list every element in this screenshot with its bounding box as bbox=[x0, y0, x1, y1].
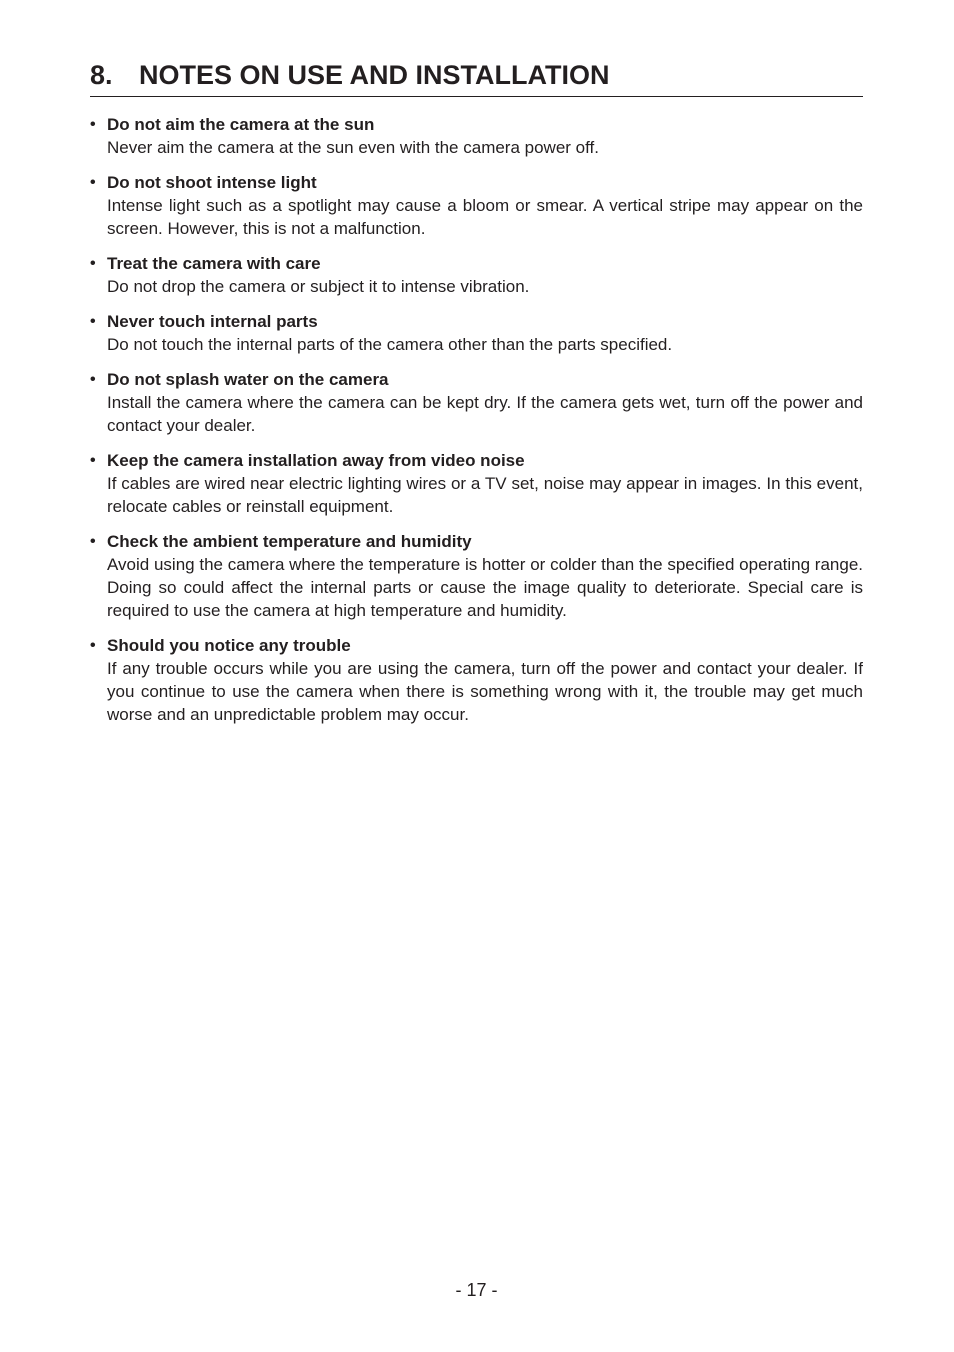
bullet-icon: • bbox=[90, 313, 96, 330]
note-title: Keep the camera installation away from video noise bbox=[107, 451, 525, 470]
list-item bbox=[90, 310, 863, 356]
note-title: Never touch internal parts bbox=[107, 312, 318, 331]
bullet-icon: • bbox=[90, 255, 96, 272]
section-heading bbox=[90, 58, 863, 97]
list-item bbox=[90, 171, 863, 240]
document-page bbox=[90, 0, 863, 1352]
note-body: Never aim the camera at the sun even with the camera power off. bbox=[107, 138, 599, 157]
bullet-icon: • bbox=[90, 174, 96, 191]
list-item bbox=[90, 634, 863, 726]
page-number: - 17 - bbox=[455, 1280, 498, 1300]
note-body: If cables are wired near electric lighting wires or a TV set, noise may appear in images. In this event, relocate cables or reinstall equipment. bbox=[107, 474, 863, 516]
bullet-icon: • bbox=[90, 452, 96, 469]
note-body: Install the camera where the camera can be kept dry. If the camera gets wet, turn off the power and contact your dealer. bbox=[107, 393, 863, 435]
section-number: 8. bbox=[90, 60, 113, 90]
list-item bbox=[90, 530, 863, 622]
note-body: Avoid using the camera where the temperature is hotter or colder than the specified operating range. Doing so could affect the internal parts or cause the image quality to deteriorate. Special care is required to use the camera at high temperature and humidity. bbox=[107, 555, 863, 620]
note-body: Intense light such as a spotlight may cause a bloom or smear. A vertical stripe may appear on the screen. However, this is not a malfunction. bbox=[107, 196, 863, 238]
note-title: Check the ambient temperature and humidity bbox=[107, 532, 472, 551]
bullet-icon: • bbox=[90, 533, 96, 550]
bullet-icon: • bbox=[90, 371, 96, 388]
note-title: Should you notice any trouble bbox=[107, 636, 351, 655]
note-title: Do not splash water on the camera bbox=[107, 370, 389, 389]
note-title: Treat the camera with care bbox=[107, 254, 321, 273]
list-item bbox=[90, 368, 863, 437]
notes-list bbox=[90, 113, 863, 738]
bullet-icon: • bbox=[90, 116, 96, 133]
note-title: Do not aim the camera at the sun bbox=[107, 115, 375, 134]
list-item bbox=[90, 113, 863, 159]
list-item bbox=[90, 449, 863, 518]
bullet-icon: • bbox=[90, 637, 96, 654]
note-body: Do not drop the camera or subject it to intense vibration. bbox=[107, 277, 530, 296]
note-body: Do not touch the internal parts of the camera other than the parts specified. bbox=[107, 335, 673, 354]
note-title: Do not shoot intense light bbox=[107, 173, 317, 192]
note-body: If any trouble occurs while you are using the camera, turn off the power and contact your dealer. If you continue to use the camera when there is something wrong with it, the trouble may get much worse and an unpredictable problem may occur. bbox=[107, 659, 863, 724]
list-item bbox=[90, 252, 863, 298]
section-title: NOTES ON USE AND INSTALLATION bbox=[139, 60, 610, 90]
